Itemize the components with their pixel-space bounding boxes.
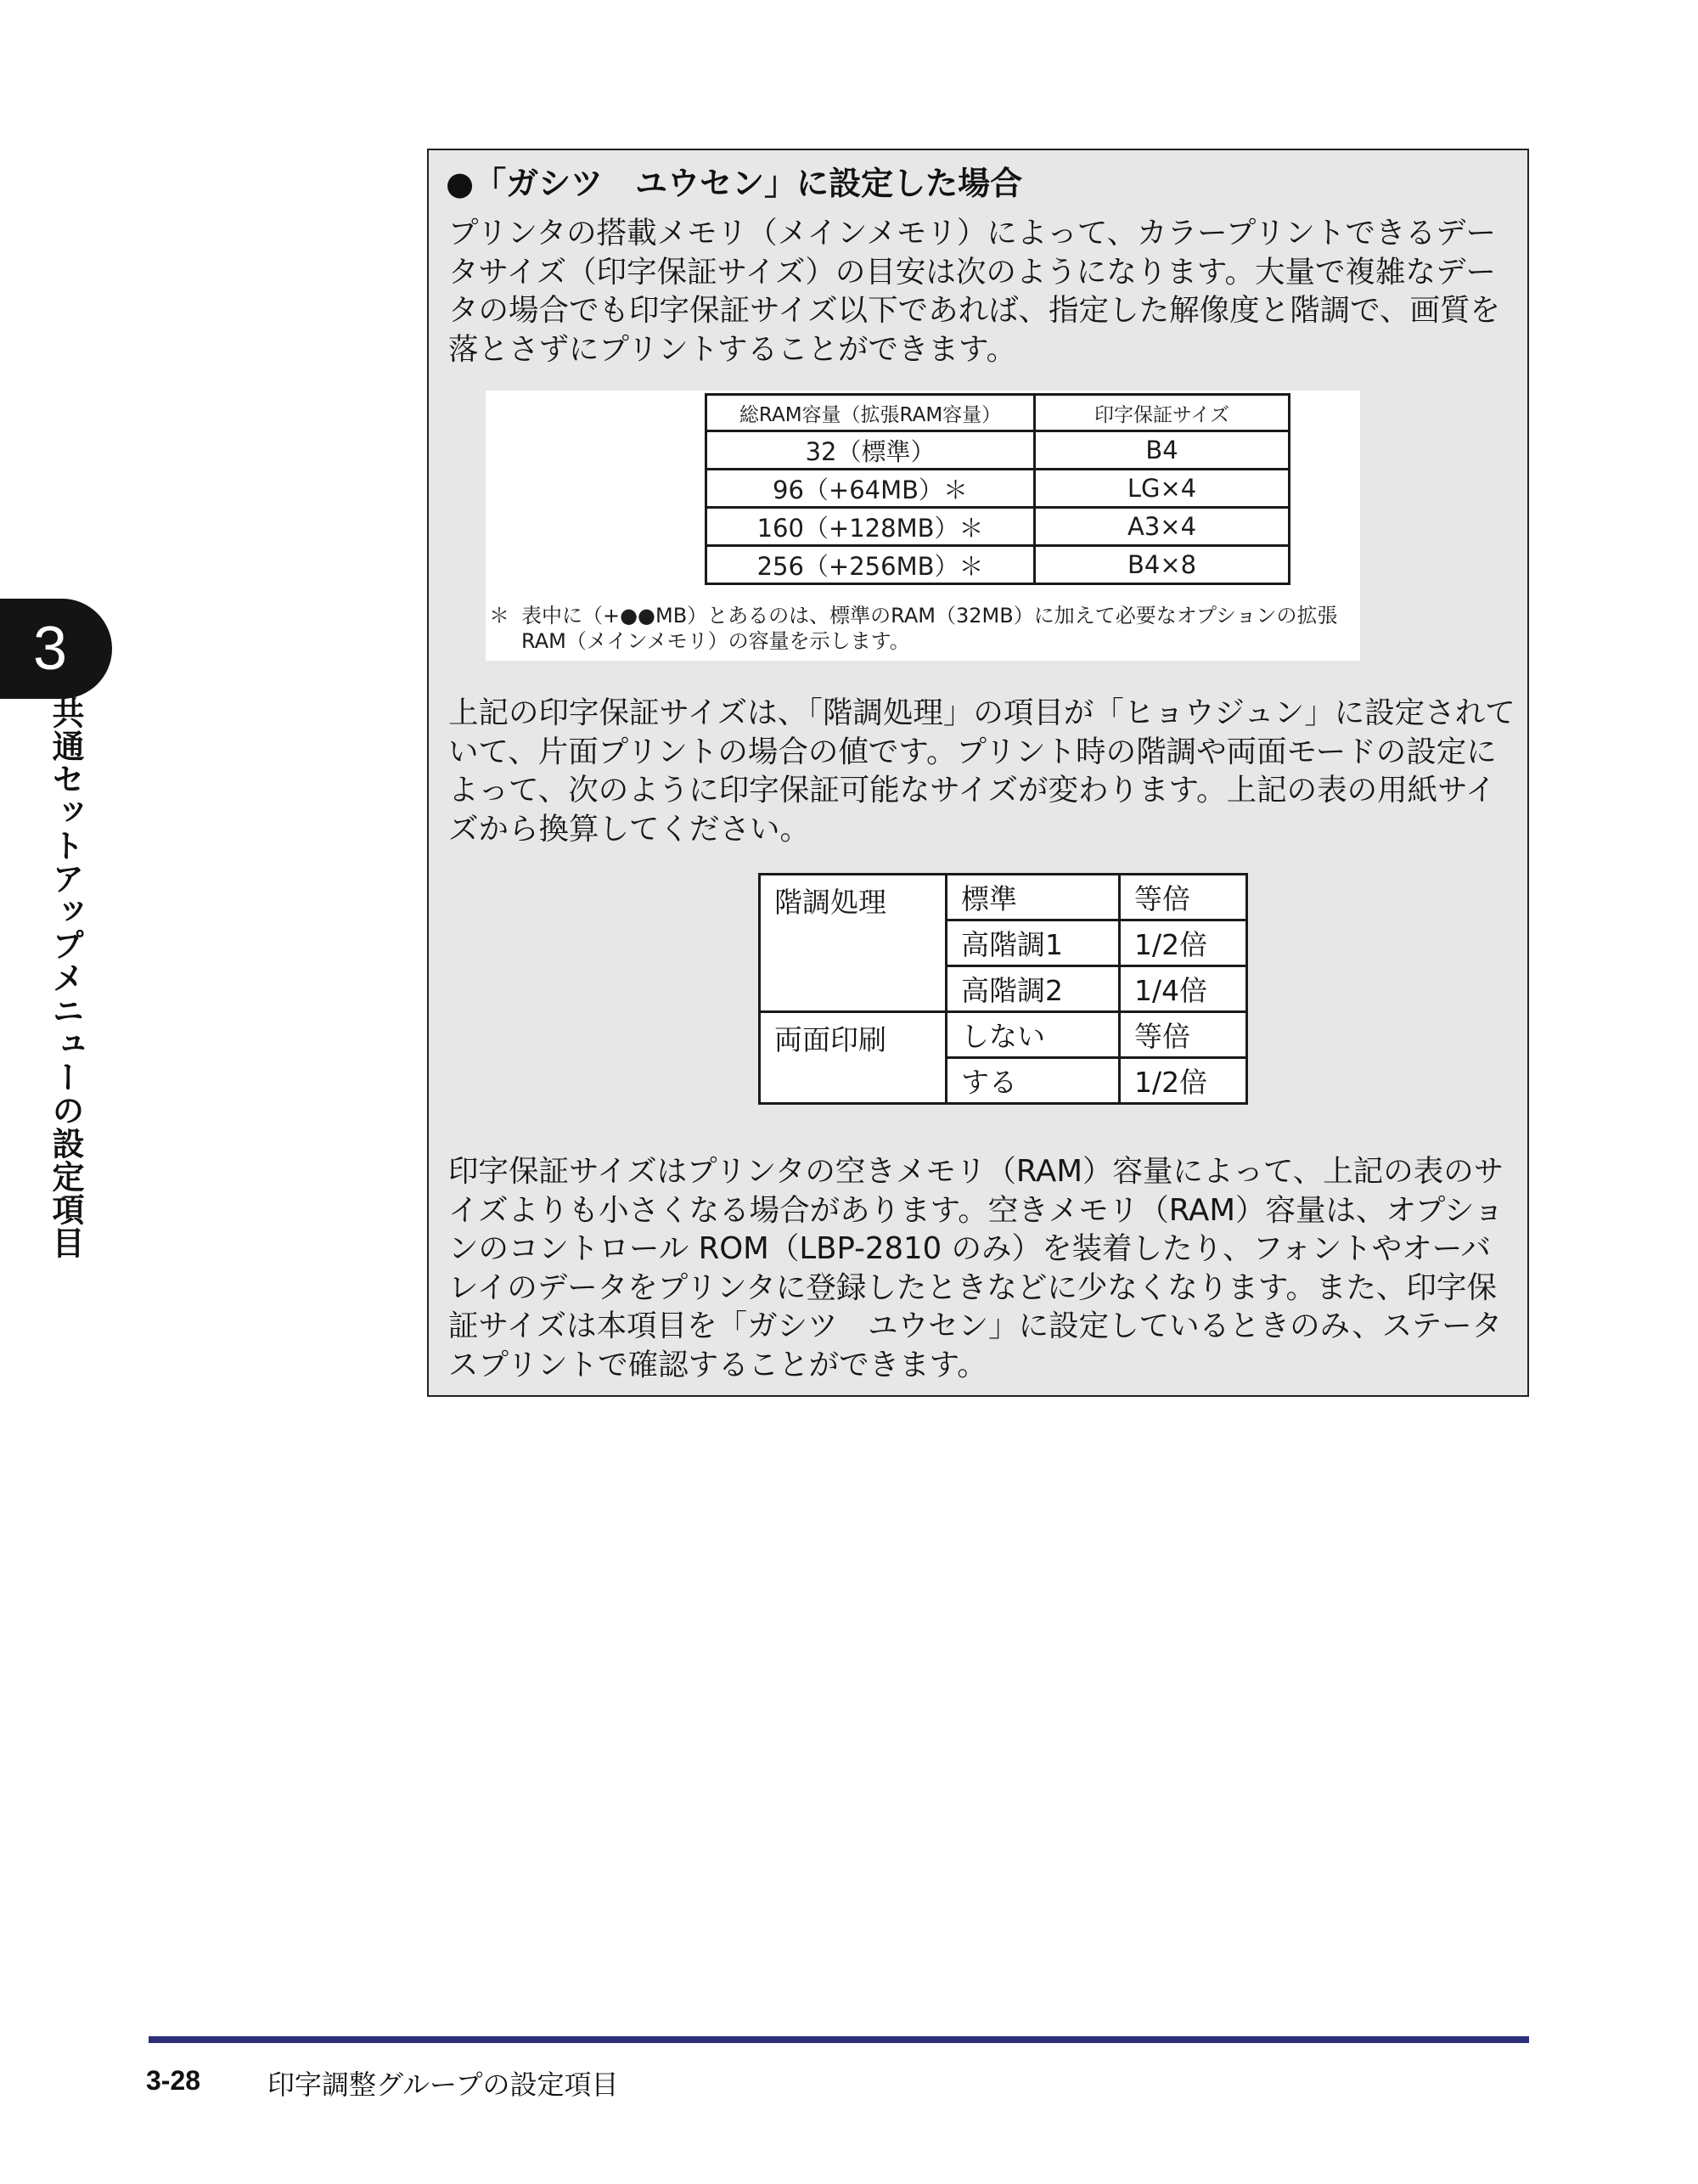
ram-table [705, 393, 1290, 585]
chapter-number: 3 [32, 615, 68, 683]
print-size-cell: B4 [1035, 431, 1290, 470]
print-size-cell: B4×8 [1035, 546, 1290, 584]
section-heading: ●「ガシツ ユウセン」に設定した場合 [446, 165, 1023, 202]
setting-cell: 高階調2 [947, 966, 1120, 1012]
setting-cell: しない [947, 1012, 1120, 1058]
ram-table-header-capacity: 総RAM容量（拡張RAM容量） [706, 395, 1035, 431]
footer-rule [149, 2036, 1529, 2043]
ratio-cell: 等倍 [1120, 1012, 1247, 1058]
ram-capacity-cell: 32（標準） [706, 431, 1035, 470]
paragraph-memory-intro: プリンタの搭載メモリ（メインメモリ）によって、カラープリントできるデータサイズ（印字保証サイズ）の目安は次のようになります。大量で複雑なデータの場合でも印字保証サイズ以下であれば、指定した解像度と階調で、画質を落とさずにプリントすることができます。 [448, 216, 1500, 367]
table-row [706, 431, 1290, 470]
print-size-cell: A3×4 [1035, 508, 1290, 546]
duplex-group-label: 両面印刷 [760, 1012, 947, 1104]
table-row [760, 875, 1247, 920]
ram-table-header-size: 印字保証サイズ [1035, 395, 1290, 431]
ratio-cell: 1/2倍 [1120, 1058, 1247, 1104]
table-row [706, 508, 1290, 546]
footnote-asterisk: ＊ [489, 604, 509, 628]
footer-section-title: 印字調整グループの設定項目 [267, 2069, 619, 2101]
ratio-cell: 1/4倍 [1120, 966, 1247, 1012]
ram-capacity-cell: 256（+256MB）＊ [706, 546, 1035, 584]
chapter-side-title: 共通セットアップメニューの設定項目 [47, 696, 84, 1259]
ratio-cell: 等倍 [1120, 875, 1247, 920]
chapter-tab [0, 599, 112, 699]
paragraph-free-memory: 印字保証サイズはプリンタの空きメモリ（RAM）容量によって、上記の表のサイズよりも小さくなる場合があります。空きメモリ（RAM）容量は、オプションのコントロール ROM（LBP-2810 のみ）を装着したり、フォントやオーバレイのデータをプリンタに登録したときなどに少なくなります。また、印字保証サイズは本項目を「ガシツ ユウセン」に設定しているときのみ、ステータスプリントで確認することができます。 [448, 1154, 1504, 1382]
setting-cell: する [947, 1058, 1120, 1104]
footnote-text: 表中に（+●●MB）とあるのは、標準のRAM（32MB）に加えて必要なオプションの拡張RAM（メインメモリ）の容量を示します。 [521, 604, 1338, 653]
table-row [706, 546, 1290, 584]
setting-cell: 標準 [947, 875, 1120, 920]
ram-capacity-cell: 160（+128MB）＊ [706, 508, 1035, 546]
table-row [760, 1012, 1247, 1058]
page-number: 3-28 [146, 2065, 201, 2096]
gradation-table [758, 873, 1248, 1105]
ratio-cell: 1/2倍 [1120, 920, 1247, 966]
ram-table-header-row [706, 395, 1290, 431]
ram-table-footnote [489, 603, 1358, 654]
print-size-cell: LG×4 [1035, 470, 1290, 508]
table-row [706, 470, 1290, 508]
ram-capacity-cell: 96（+64MB）＊ [706, 470, 1035, 508]
paragraph-size-conversion: 上記の印字保証サイズは、「階調処理」の項目が「ヒョウジュン」に設定されていて、片面プリントの場合の値です。プリント時の階調や両面モードの設定によって、次のように印字保証可能なサイズが変わります。上記の表の用紙サイズから換算してください。 [448, 695, 1515, 847]
gradation-group-label: 階調処理 [760, 875, 947, 1012]
ram-table-panel [486, 391, 1360, 661]
setting-cell: 高階調1 [947, 920, 1120, 966]
